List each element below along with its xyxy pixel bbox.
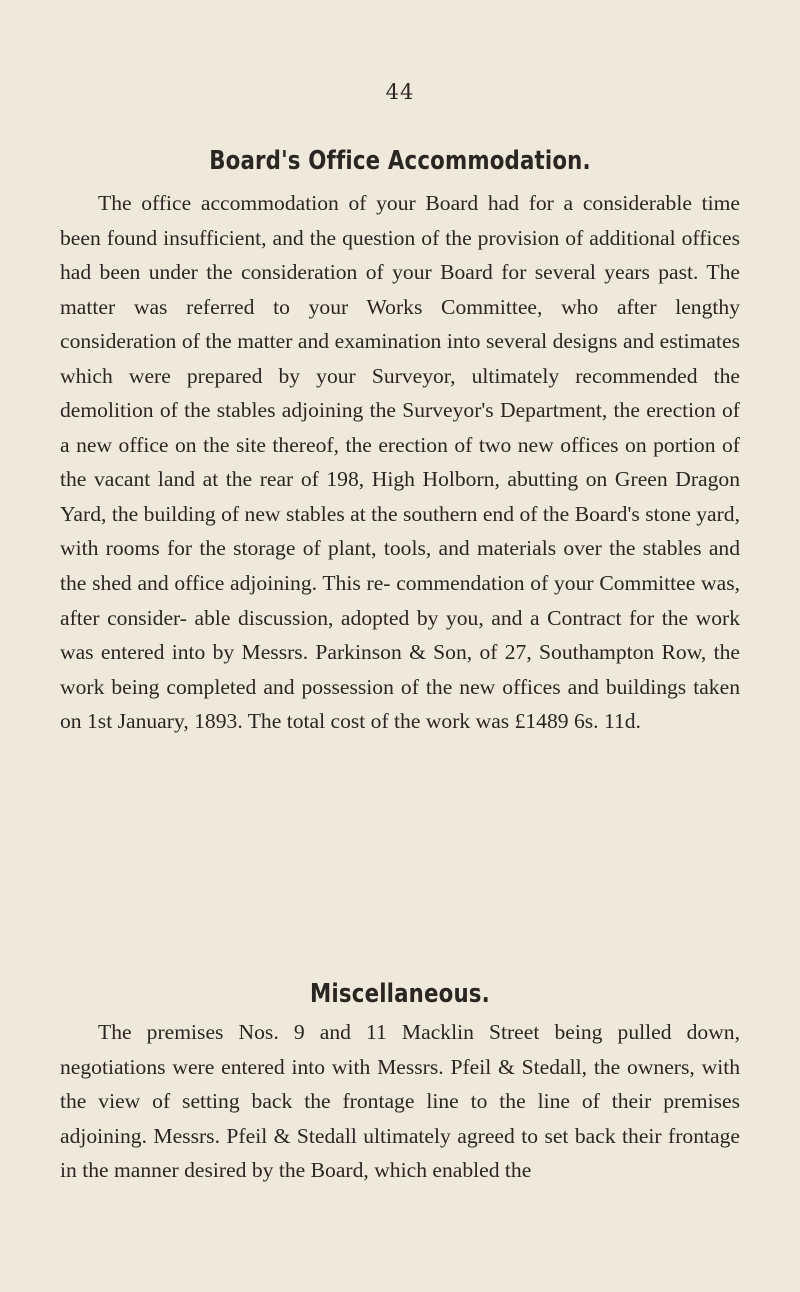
document-page: [60, 0, 740, 1292]
section-heading-office-accommodation: Board's Office Accommodation.: [209, 146, 591, 176]
paragraph-miscellaneous: The premises Nos. 9 and 11 Macklin Street being pulled down, negotiations were entered into with Messrs. Pfeil & Stedall, the owners, with the view of setting back the frontage line to the line of their premises adjoining. Messrs. Pfeil & Stedall ultimately agreed to set back their frontage in the manner desired by the Board, which enabled the: [60, 1020, 740, 1183]
page-number: 44: [385, 80, 415, 104]
paragraph-office-accommodation: The office accommodation of your Board had for a considerable time been found insufficient, and the question of the provision of additional offices had been under the consideration of your Board for several years past. The matter was referred to your Works Committee, who after lengthy consideration of the matter and examination into several designs and estimates which were prepared by your Surveyor, ultimately recommended the demolition of the stables adjoining the Surveyor's Department, the erection of a new office on the site thereof, the erection of two new offices on portion of the vacant land at the rear of 198, High Holborn, abutting on Green Dragon Yard, the building of new stables at the southern end of the Board's stone yard, with rooms for the storage of plant, tools, and materials over the stables and the shed and office adjoining. This re- commendation of your Committee was, after consider- able discussion, adopted by you, and a Contract for the work was entered into by Messrs. Parkinson & Son, of 27, Southampton Row, the work being completed and possession of the new offices and buildings taken on 1st January, 1893. The total cost of the work was £1489 6s. 11d.: [60, 191, 740, 734]
section-heading-miscellaneous: Miscellaneous.: [310, 979, 490, 1009]
